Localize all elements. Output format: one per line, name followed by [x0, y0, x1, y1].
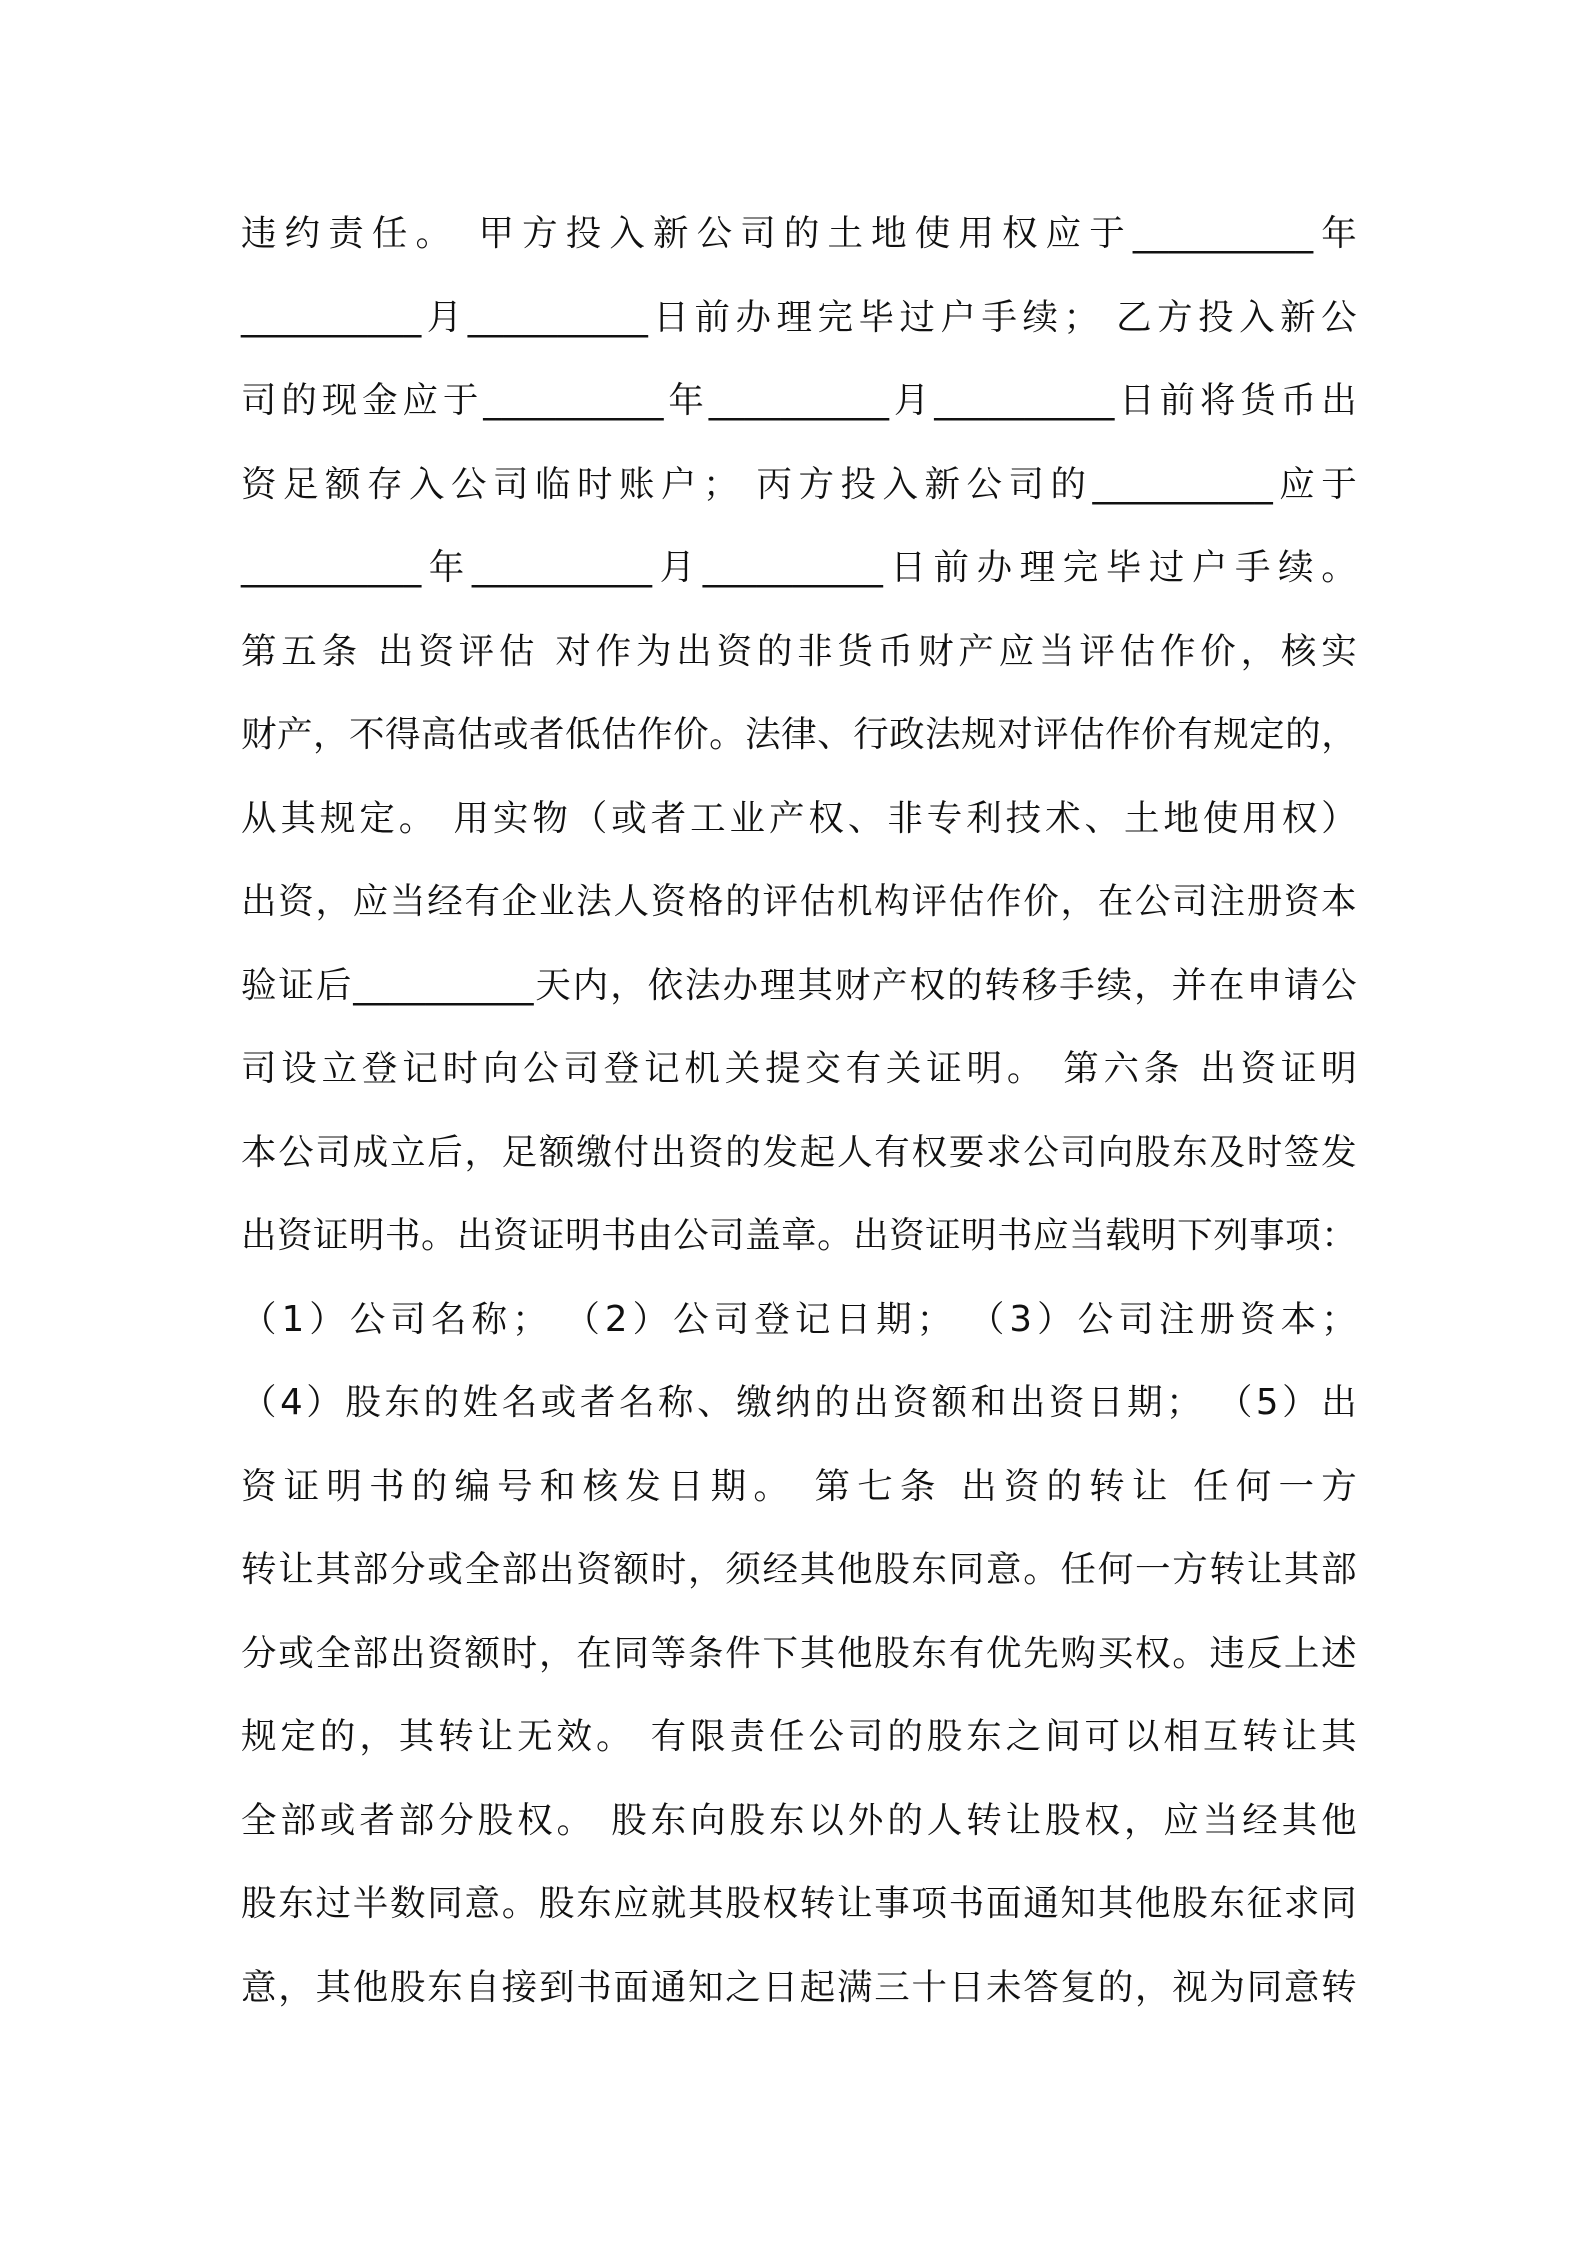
text-line-14: （1）公司名称； （2）公司登记日期； （3）公司注册资本； — [241, 1298, 1357, 1340]
text-line-19: 规定的，其转让无效。 有限责任公司的股东之间可以相互转让其 — [241, 1716, 1357, 1757]
text-line-20: 全部或者部分股权。 股东向股东以外的人转让股权，应当经其他 — [241, 1799, 1357, 1841]
text-line-11: 司设立登记时向公司登记机关提交有关证明。 第六条 出资证明 — [241, 1048, 1357, 1089]
text-line-15: （4）股东的姓名或者名称、缴纳的出资额和出资日期； （5）出 — [241, 1382, 1357, 1423]
text-line-13: 出资证明书。出资证明书由公司盖章。出资证明书应当载明下列事项： — [241, 1215, 1357, 1256]
text-line-8: 从其规定。 用实物（或者工业产权、非专利技术、土地使用权） — [241, 797, 1357, 839]
text-line-4: 资足额存入公司临时账户； 丙方投入新公司的__________应于 — [241, 463, 1357, 505]
document-body — [241, 192, 1357, 2029]
text-line-16: 资证明书的编号和核发日期。 第七条 出资的转让 任何一方 — [241, 1465, 1357, 1507]
text-line-7: 财产，不得高估或者低估作价。法律、行政法规对评估作价有规定的， — [241, 714, 1357, 755]
text-line-12: 本公司成立后，足额缴付出资的发起人有权要求公司向股东及时签发 — [241, 1131, 1357, 1173]
text-line-10: 验证后__________天内，依法办理其财产权的转移手续，并在申请公 — [241, 964, 1357, 1006]
text-line-18: 分或全部出资额时，在同等条件下其他股东有优先购买权。违反上述 — [241, 1632, 1357, 1674]
text-line-3: 司的现金应于__________年__________月__________日前将货币出 — [241, 380, 1357, 421]
text-line-22: 意，其他股东自接到书面通知之日起满三十日未答复的，视为同意转 — [241, 1966, 1357, 2008]
text-line-5: __________年__________月__________日前办理完毕过户手续。 — [241, 547, 1357, 588]
text-line-21: 股东过半数同意。股东应就其股权转让事项书面通知其他股东征求同 — [241, 1883, 1357, 1924]
text-line-2: __________月__________日前办理完毕过户手续； 乙方投入新公 — [241, 296, 1357, 338]
text-line-17: 转让其部分或全部出资额时，须经其他股东同意。任何一方转让其部 — [241, 1549, 1357, 1590]
text-line-6: 第五条 出资评估 对作为出资的非货币财产应当评估作价，核实 — [241, 630, 1357, 672]
text-line-1: 违约责任。 甲方投入新公司的土地使用权应于__________年 — [241, 213, 1357, 254]
text-line-9: 出资，应当经有企业法人资格的评估机构评估作价，在公司注册资本 — [241, 881, 1357, 922]
